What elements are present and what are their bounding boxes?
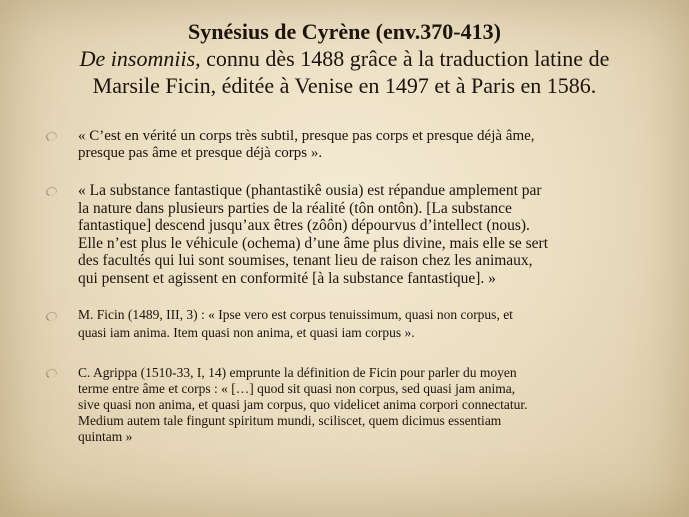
bullet-line: « La substance fantastique (phantastikê ousia) est répandue amplement par — [78, 182, 542, 199]
bullet-item — [46, 365, 656, 445]
bullet-line: C. Agrippa (1510-33, I, 14) emprunte la définition de Ficin pour parler du moyen — [78, 365, 517, 380]
work-title: De insomniis — [79, 46, 196, 71]
ring-bullet-icon — [45, 310, 58, 322]
bullet-line: presque pas âme et presque déjà corps ». — [78, 145, 323, 161]
bullet-line: terme entre âme et corps : « […] quod sit quasi non corpus, sed quasi jam anima, — [78, 381, 516, 396]
bullet-list — [46, 128, 656, 445]
slide-title — [20, 18, 669, 99]
bullet-line: sive quasi non anima, et quasi jam corpus, quo videlicet anima corpori connectatur. — [78, 397, 528, 412]
title-subtitle-text: , connu dès 1488 grâce à la traduction latine de — [195, 46, 610, 71]
bullet-line: des facultés qui lui sont soumises, tenant lieu de raison chez les animaux, — [78, 252, 533, 269]
bullet-line: « C’est en vérité un corps très subtil, presque pas corps et presque déjà âme, — [78, 128, 535, 144]
ring-bullet-icon — [45, 367, 58, 379]
bullet-line: fantastique] descend jusqu’aux êtres (zôôn) dépourvus d’intellect (nous). — [78, 217, 530, 234]
bullet-line: qui pensent et agissent en conformité [à la substance fantastique]. » — [78, 269, 496, 287]
bullet-line: Medium autem tale fingunt spiritum mundi, sciliscet, quem dicimus essentiam — [78, 413, 502, 428]
bullet-line: la nature dans plusieurs parties de la réalité (tôn ontôn). [La substance — [78, 199, 512, 217]
title-subtitle-line-2: Marsile Ficin, éditée à Venise en 1497 et à Paris en 1586. — [92, 73, 597, 98]
ring-bullet-icon — [45, 130, 58, 142]
bullet-line: quintam » — [78, 429, 133, 444]
title-subtitle-line-1 — [20, 45, 669, 72]
bullet-line: M. Ficin (1489, III, 3) : « Ipse vero est corpus tenuissimum, quasi non corpus, et — [78, 307, 513, 322]
bullet-line: quasi iam anima. Item quasi non anima, et quasi iam corpus ». — [78, 325, 415, 340]
title-heading: Synésius de Cyrène (env.370-413) — [188, 19, 501, 44]
bullet-item — [46, 306, 656, 342]
bullet-item — [46, 182, 656, 287]
ring-bullet-icon — [45, 185, 58, 197]
bullet-item — [46, 128, 656, 162]
bullet-line: Elle n’est plus le véhicule (ochema) d’une âme plus divine, mais elle se sert — [78, 234, 549, 252]
